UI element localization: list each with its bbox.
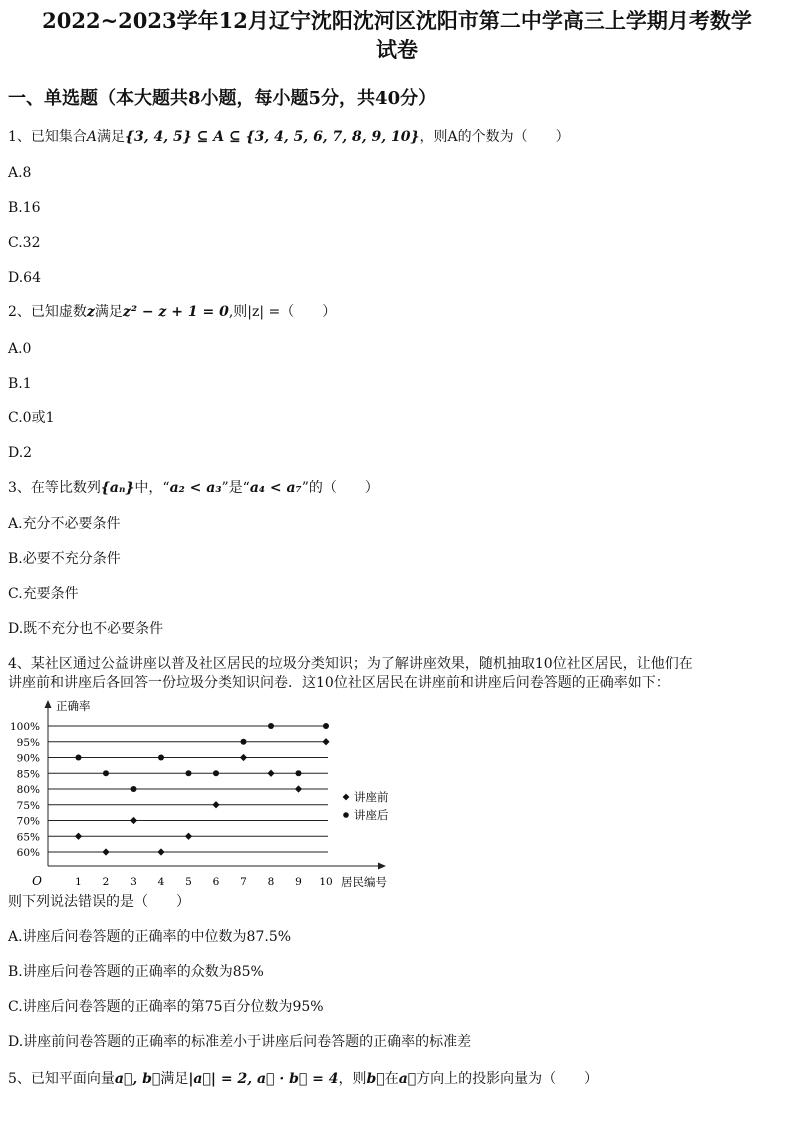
question-4-prompt: 则下列说法错误的是（ ） [8,894,190,910]
q1-option-b: B.16 [8,200,41,216]
y-tick-label: 70% [16,815,40,828]
y-axis-arrow [45,700,52,708]
x-tick-label: 3 [130,876,137,888]
q2-option-d: D.2 [8,445,33,461]
q3-option-b: B.必要不充分条件 [8,551,121,567]
legend-label: 讲座前 [354,790,389,804]
x-tick-label: 2 [102,876,110,888]
data-point-after [213,770,219,776]
q3-option-c: C.充要条件 [8,586,79,602]
data-point-before [295,785,302,792]
q2-option-c: C.0或1 [8,410,55,426]
data-point-after [186,770,192,776]
question-3-stem: 3、在等比数列{aₙ}中，“a₂ < a₃”是“a₄ < a₇”的（ ） [8,480,379,496]
q4-option-a: A.讲座后问卷答题的正确率的中位数为87.5% [8,929,292,945]
data-point-after [158,755,164,761]
question-4-line-1: 4、某社区通过公益讲座以普及社区居民的垃圾分类知识；为了解讲座效果，随机抽取10位社区居民，让他们在 [8,656,693,672]
q1-option-d: D.64 [8,270,41,286]
q1-option-c: C.32 [8,235,41,251]
x-tick-label: 1 [75,876,82,888]
y-tick-label: 85% [16,768,40,781]
x-tick-label: 8 [267,876,275,888]
q4-option-c: C.讲座后问卷答题的正确率的第75百分位数为95% [8,999,324,1015]
data-point-after [296,770,302,776]
q4-option-d: D.讲座前问卷答题的正确率的标准差小于讲座后问卷答题的正确率的标准差 [8,1034,472,1050]
y-axis-label: 正确率 [56,699,91,713]
data-point-after [323,723,329,729]
q2-option-a: A.0 [8,341,32,357]
y-tick-label: 65% [16,831,40,844]
question-4-line-2: 讲座前和讲座后各回答一份垃圾分类知识问卷．这10位社区居民在讲座前和讲座后问卷答题的正确率如下： [8,675,670,691]
data-point-after [76,755,82,761]
data-point-after [268,723,274,729]
question-2-stem: 2、已知虚数z满足z² − z + 1 = 0,则|z| =（ ） [8,304,337,320]
x-axis-label: 居民编号 [341,875,387,889]
data-point-before [157,848,164,855]
x-axis-arrow [378,863,386,870]
data-point-after [131,786,137,792]
y-tick-label: 80% [16,784,40,796]
legend-marker-diamond [343,794,350,801]
y-tick-label: 100% [9,721,40,733]
legend-label: 讲座后 [354,808,389,822]
x-tick-label: 4 [157,876,165,888]
data-point-before [322,738,329,745]
x-tick-label: 7 [240,876,247,888]
data-point-after [241,739,247,745]
q3-option-d: D.既不充分也不必要条件 [8,621,164,637]
y-tick-label: 90% [16,752,40,765]
x-tick-label: 9 [295,876,302,888]
data-point-before [267,770,274,777]
question-5-stem: 5、已知平面向量a⃗, b⃗满足|a⃗| = 2, a⃗ · b⃗ = 4，则b⃗在a⃗方向上的投影向量为（ ） [8,1071,599,1087]
x-tick-label: 10 [319,876,333,888]
data-point-before [102,848,109,855]
y-tick-label: 60% [16,847,40,859]
data-point-before [240,754,247,761]
math-expression: z² − z + 1 = 0 [122,304,229,320]
y-tick-label: 75% [16,799,40,812]
data-point-before [130,817,137,824]
title-line-1: 2022~2023学年12月辽宁沈阳沈河区沈阳市第二中学高三上学期月考数学 [42,8,752,33]
section-heading: 一、单选题（本大题共8小题，每小题5分，共40分） [8,88,437,109]
x-tick-label: 6 [212,876,220,888]
question-1-stem: 1、已知集合A满足{3, 4, 5} ⊆ A ⊆ {3, 4, 5, 6, 7, 8, 9, 10}，则A的个数为（ ） [8,129,570,145]
data-point-before [212,801,219,808]
origin-label: O [32,874,42,888]
document-title [0,6,794,64]
scatter-chart [0,696,420,896]
legend-marker-circle [343,812,349,818]
q4-option-b: B.讲座后问卷答题的正确率的众数为85% [8,964,264,980]
data-point-before [185,833,192,840]
q3-option-a: A.充分不必要条件 [8,516,121,532]
q1-option-a: A.8 [8,165,32,181]
x-tick-label: 5 [185,876,192,888]
q2-option-b: B.1 [8,376,32,392]
math-expression: {3, 4, 5} ⊆ A ⊆ {3, 4, 5, 6, 7, 8, 9, 10} [125,129,420,145]
data-point-after [103,770,109,776]
y-tick-label: 95% [16,736,40,749]
title-line-2: 试卷 [376,37,418,62]
data-point-before [75,833,82,840]
